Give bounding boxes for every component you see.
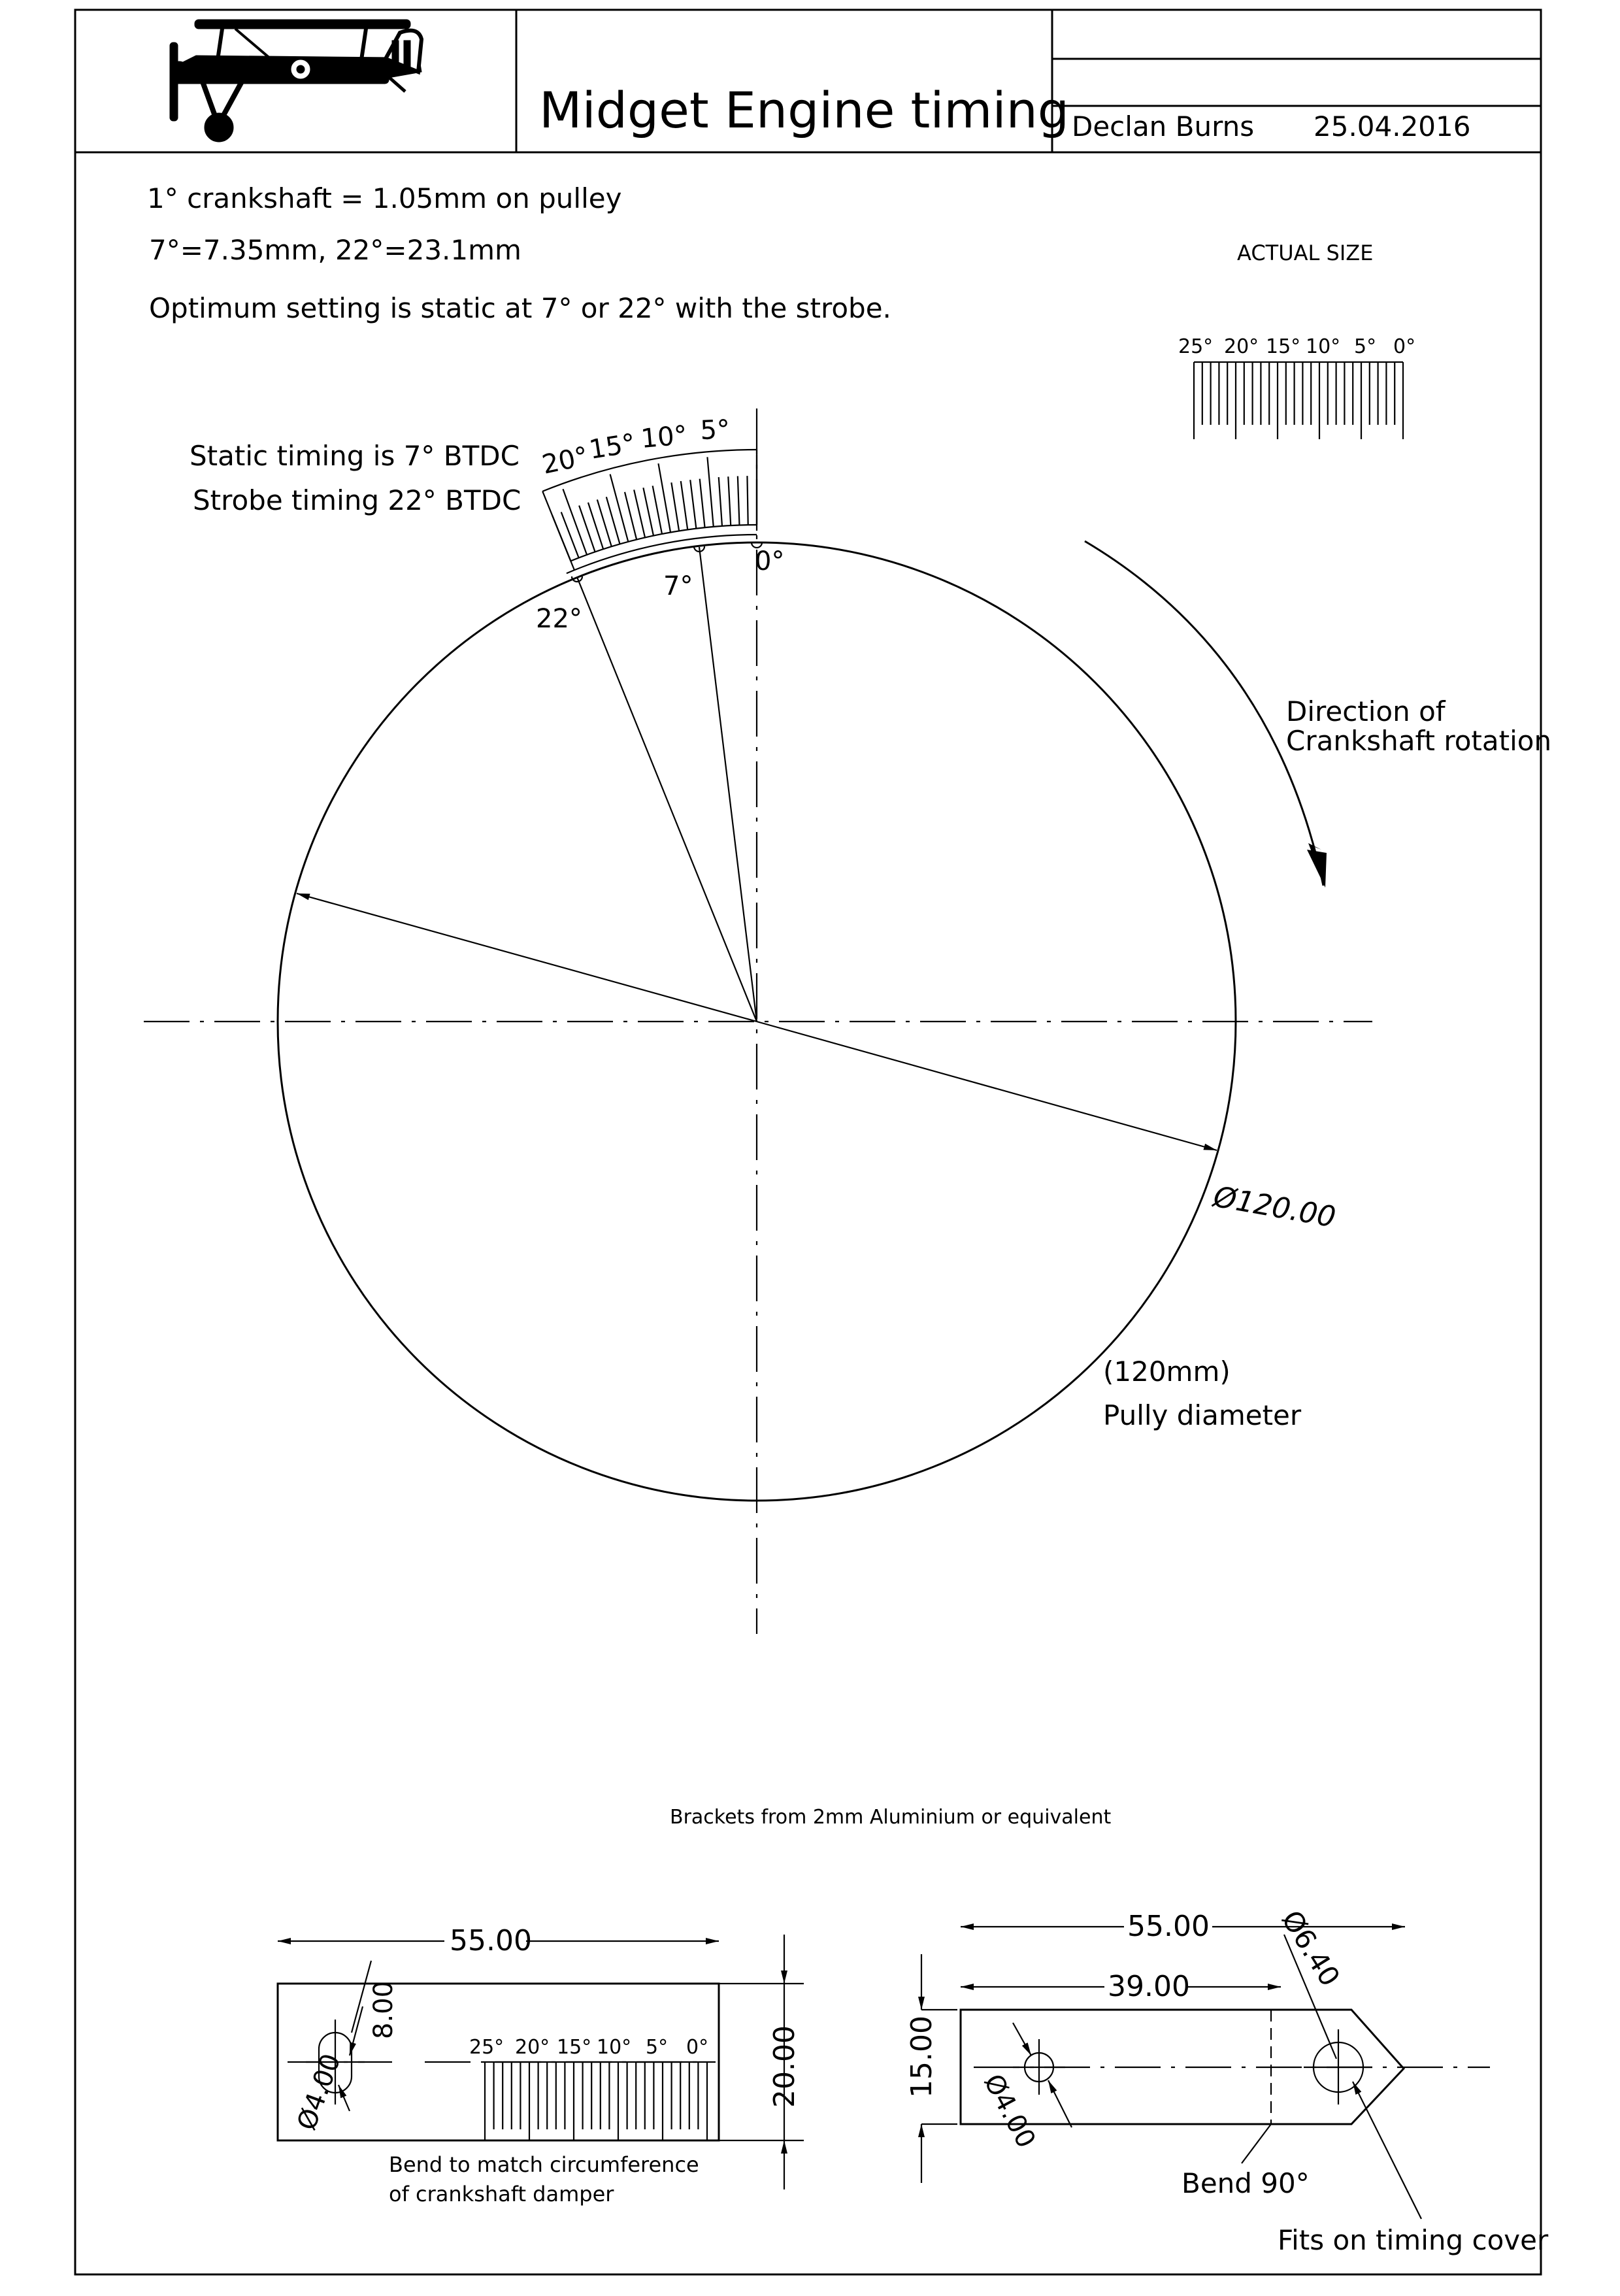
- arc-tick: [588, 503, 603, 549]
- mark-22-label: 22°: [536, 604, 582, 634]
- arc-tick: [681, 481, 687, 529]
- bracket-scale-25: 25°: [469, 2036, 504, 2059]
- rotation-label-line2: Crankshaft rotation: [1286, 725, 1552, 757]
- right-bracket: [905, 1905, 1549, 2256]
- diameter-arrow-right: [757, 1022, 1217, 1150]
- small-hole-dim: Ø4.00: [978, 2069, 1042, 2154]
- rotation-label-line1: Direction of: [1286, 695, 1446, 727]
- title-block: [75, 10, 1541, 152]
- slot-dim: 8.00: [369, 1980, 399, 2039]
- note-static-timing: Static timing is 7° BTDC: [190, 440, 520, 472]
- bracket-scale-0: 0°: [686, 2036, 709, 2059]
- bracket-scale-15: 15°: [557, 2036, 592, 2059]
- pulley-diameter-label: Pully diameter: [1103, 1399, 1302, 1431]
- actual-size-label: ACTUAL SIZE: [1237, 241, 1374, 265]
- arc-tick: [700, 479, 705, 528]
- pulley-drawing: [144, 408, 1372, 1634]
- arc-tick: [634, 490, 645, 537]
- arc-label-15: 15°: [587, 428, 638, 465]
- pulley-timing-scale: [540, 414, 757, 573]
- diameter-dimension: Ø120.00: [1211, 1180, 1338, 1235]
- bracket-scale-20: 20°: [515, 2036, 550, 2059]
- note-strobe-timing: Strobe timing 22° BTDC: [193, 484, 521, 516]
- note-conversion: 1° crankshaft = 1.05mm on pulley: [147, 182, 622, 214]
- notes: [147, 182, 891, 516]
- arc-label-20: 20°: [539, 441, 591, 480]
- left-bracket: [278, 1924, 804, 2206]
- scale-label-25: 25°: [1178, 335, 1214, 358]
- fits-timing-cover-note: Fits on timing cover: [1278, 2224, 1549, 2256]
- arc-tick: [690, 480, 696, 528]
- scale-label-15: 15°: [1266, 335, 1301, 358]
- scale-arc-track: [567, 535, 757, 573]
- left-width-dim: 55.00: [450, 1924, 532, 1957]
- arc-tick: [728, 476, 731, 525]
- drawing-date: 25.04.2016: [1314, 110, 1471, 142]
- arc-tick: [552, 516, 570, 561]
- hole-pos-dim: 39.00: [1108, 1970, 1190, 2003]
- arc-tick: [625, 492, 636, 540]
- arc-tick: [747, 476, 748, 525]
- arc-tick: [561, 512, 579, 557]
- mark-7-label: 7°: [663, 571, 693, 601]
- arc-tick: [671, 482, 679, 531]
- rotation-indicator: [1085, 541, 1551, 888]
- bracket-scale-ticks: [485, 2062, 707, 2140]
- arc-tick: [610, 474, 629, 542]
- right-width-dim: 55.00: [1127, 1910, 1210, 1943]
- author-name: Declan Burns: [1072, 110, 1255, 142]
- right-height-dim: 15.00: [905, 2016, 938, 2098]
- scale-label-0: 0°: [1393, 335, 1416, 358]
- arc-tick: [563, 489, 587, 555]
- bracket-scale-10: 10°: [597, 2036, 632, 2059]
- scale-ticks: [1194, 362, 1403, 439]
- mark-0-label: 0°: [755, 546, 785, 576]
- arc-tick: [719, 477, 722, 526]
- bend-90-note: Bend 90°: [1182, 2167, 1310, 2199]
- biplane-logo: [170, 20, 422, 142]
- note-optimum: Optimum setting is static at 7° or 22° with the strobe.: [149, 292, 891, 324]
- bend-note-line2: of crankshaft damper: [389, 2182, 614, 2206]
- left-height-dim: 20.00: [768, 2025, 801, 2108]
- diameter-note: (120mm): [1103, 1356, 1231, 1388]
- bracket-scale-5: 5°: [646, 2036, 669, 2059]
- brackets-heading: Brackets from 2mm Aluminium or equivalent: [670, 1806, 1112, 1829]
- scale-label-10: 10°: [1306, 335, 1341, 358]
- arc-tick: [707, 457, 713, 527]
- arc-tick: [738, 476, 740, 525]
- left-hole-dim: Ø4.00: [291, 2050, 347, 2135]
- big-hole-dim: Ø6.40: [1275, 1905, 1347, 1992]
- arc-tick: [643, 488, 653, 535]
- arc-label-5: 5°: [699, 414, 731, 446]
- scale-label-20: 20°: [1224, 335, 1259, 358]
- diameter-arrow-left: [297, 893, 757, 1022]
- rotation-arrow-head: [1307, 850, 1327, 888]
- bend-note-line1: Bend to match circumference: [389, 2152, 699, 2177]
- drawing-title: Midget Engine timing: [539, 81, 1069, 139]
- note-mm-values: 7°=7.35mm, 22°=23.1mm: [149, 234, 521, 266]
- actual-size-scale: [1178, 241, 1415, 439]
- arc-tick: [653, 486, 662, 534]
- arc-label-10: 10°: [639, 420, 689, 454]
- arc-tick: [579, 505, 595, 552]
- scale-label-5: 5°: [1354, 335, 1377, 358]
